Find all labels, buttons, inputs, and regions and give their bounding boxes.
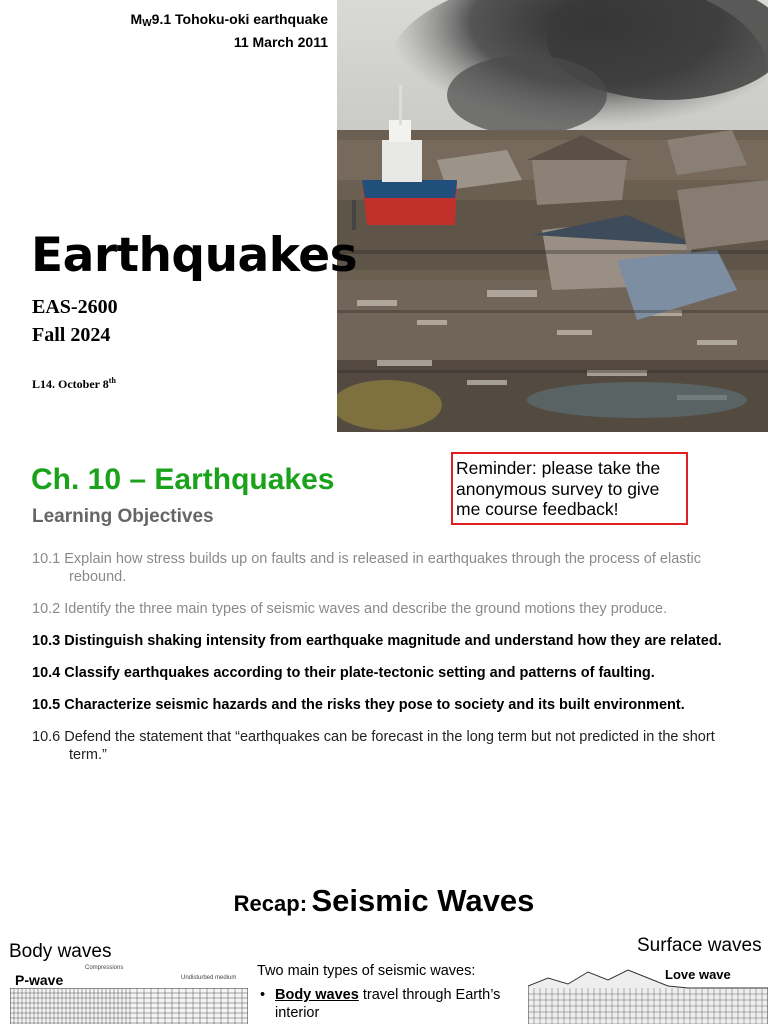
objective-item: 10.2 Identify the three main types of seismic waves and describe the ground motions they produce. [32,601,668,617]
bullet-dot: • [260,987,266,1003]
course-term: Fall 2024 [32,324,111,346]
objective-item: 10.5 Characterize seismic hazards and the risks they pose to society and its built environment. [32,697,685,713]
objectives-slide [0,432,768,864]
undisturbed-medium-label: Undisturbed medium [181,975,237,981]
caption-magnitude-subscript: W [142,18,152,29]
caption-magnitude-symbol: M [130,11,143,27]
lecture-date-text: L14. October 8 [32,377,109,391]
objectives-list [32,550,732,778]
objective-item: 10.4 Classify earthquakes according to their plate-tectonic setting and patterns of faulting. [32,665,655,681]
section-heading: Learning Objectives [32,506,214,527]
photo-caption [131,10,328,51]
caption-date: 11 March 2011 [233,34,328,50]
body-waves-term: Body waves [275,987,359,1003]
recap-title: Seismic Waves [311,883,535,918]
lecture-date [32,376,116,392]
objective-item: 10.1 Explain how stress builds up on faults and is released in earthquakes through the process of elastic rebound. [32,551,702,585]
compressions-label: Compressions [85,965,124,971]
body-waves-label: Body waves [9,941,112,962]
body-waves-description: travel through Earth’s interior [275,987,501,1021]
recap-slide [0,864,768,1024]
lecture-title: Earthquakes [31,228,358,283]
objective-item: 10.6 Defend the statement that “earthquakes can be forecast in the long term but not predicted in the short term.” [32,729,715,763]
title-slide [0,0,768,432]
recap-prefix: Recap: [233,891,308,916]
objective-item: 10.3 Distinguish shaking intensity from earthquake magnitude and understand how they are related. [32,633,722,649]
seismic-waves-text [257,962,527,1022]
chapter-title: Ch. 10 – Earthquakes [31,463,335,496]
course-code: EAS-2600 [32,296,118,318]
love-wave-label: Love wave [665,967,731,982]
course-info [32,293,118,349]
pwave-grid-diagram [10,988,248,1024]
bullet-body-waves [257,986,527,1022]
lecture-date-suffix: th [108,376,116,385]
pwave-label: P-wave [15,972,64,988]
waves-intro: Two main types of seismic waves: [257,963,476,979]
surface-waves-label: Surface waves [637,935,762,956]
tsunami-damage-photo [337,0,768,432]
caption-event-name: 9.1 Tohoku-oki earthquake [151,11,328,27]
recap-heading [0,883,768,919]
survey-reminder-box: Reminder: please take the anonymous survey to give me course feedback! [451,452,688,525]
love-wave-grid-diagram [528,964,768,1024]
